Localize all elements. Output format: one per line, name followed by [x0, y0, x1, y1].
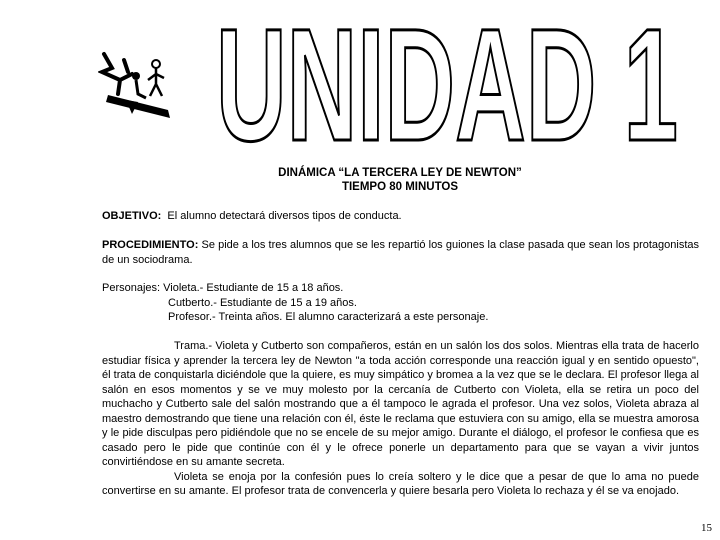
unit-banner-title: [212, 12, 682, 150]
dynamic-title: DINÁMICA “LA TERCERA LEY DE NEWTON”: [278, 167, 522, 179]
character-item: [102, 296, 699, 311]
characters-list: [102, 281, 699, 325]
objective-label: OBJETIVO:: [102, 210, 162, 222]
characters-label: Personajes:: [102, 282, 161, 294]
procedure-paragraph: [102, 238, 699, 267]
plot-paragraph-2: Violeta se enoja por la confesión pues lo creía soltero y le dice que a pesar de que lo ama no puede convertirse en su amante. El profesor trata de convencerla y quiere besarla pero Violeta lo rechaza y él se va enojado.: [102, 470, 699, 497]
procedure-text: Se pide a los tres alumnos que se les repartió los guiones la clase pasada que sean los protagonistas de un sociodrama.: [102, 239, 700, 266]
character-violeta: Violeta.- Estudiante de 15 a 18 años.: [163, 282, 344, 294]
plot-section: [102, 339, 699, 499]
character-profesor: Profesor.- Treinta años. El alumno caracterizará a este personaje.: [168, 311, 489, 323]
objective-paragraph: [102, 209, 699, 224]
character-item: [102, 281, 699, 296]
seesaw-figures-icon: [98, 50, 178, 120]
character-cutberto: Cutberto.- Estudiante de 15 a 19 años.: [168, 296, 357, 309]
character-item: [102, 310, 699, 325]
objective-text: El alumno detectará diversos tipos de conducta.: [167, 210, 402, 222]
dynamic-time: TIEMPO 80 MINUTOS: [341, 181, 459, 193]
page-number: 15: [701, 522, 712, 534]
banner-title-text: UNIDAD 1: [216, 12, 678, 150]
plot-paragraph-1: Trama.- Violeta y Cutberto son compañeros, están en un salón los dos solos. Mientras ella trata de hacerlo estudiar física y aprender la tercera ley de Newton "a toda acción corresponde una reacción igual y en sentido opuesto", él trata de conquistarla diciéndole que la quiere, es muy simpático y bromea a la vez que se le declara. El profesor llega al salón en esos momentos y se ve muy molesto por la cercanía de Cutberto con Violeta, ella se retira un poco del muchacho y Cutberto sale del salón mostrando que a él tampoco le agrada el profesor. Una vez solos, Violeta abraza al maestro demostrando que tiene una relación con él, éste le reclama que estuviera con su amigo, ella se muestra amorosa y le pide disculpas pero pidiéndole que no se encele de su mejor amigo. Durante el diálogo, el profesor le confiesa que es casado pero le pide que continúe con él y le ofrece ponerle un departamento para que se vayan a vivir juntos convirtiéndose en su amante secreta.: [102, 340, 699, 468]
procedure-label: PROCEDIMIENTO:: [102, 239, 199, 251]
